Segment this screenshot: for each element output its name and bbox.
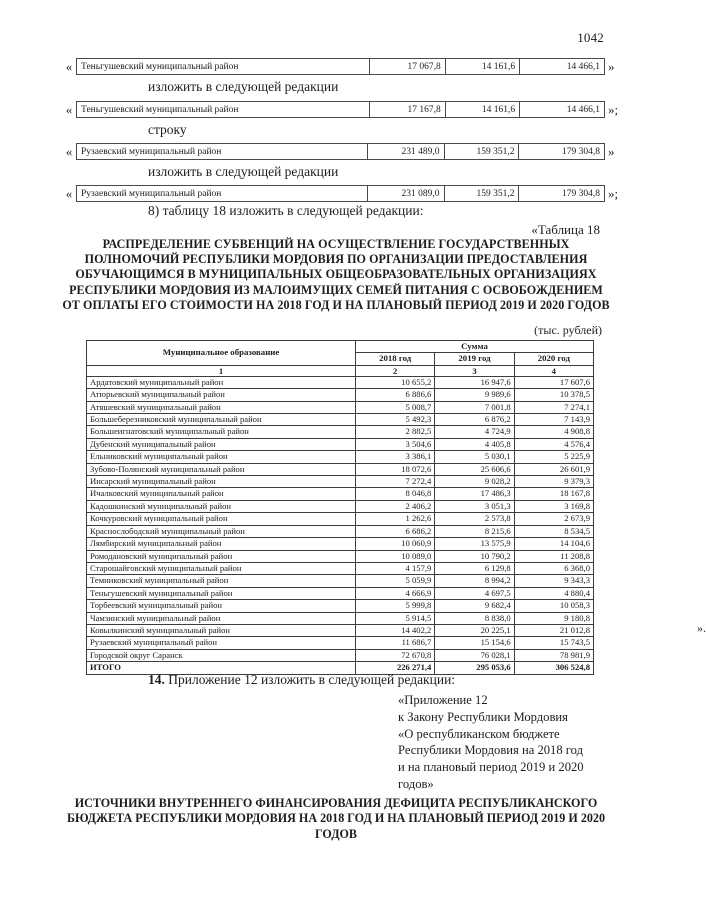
total-value-2018: 226 271,4 [356, 662, 435, 674]
value-2018: 17 067,8 [369, 59, 445, 75]
item-14-paragraph [62, 672, 626, 688]
table-row [87, 438, 594, 450]
value-2020: 21 012,8 [514, 624, 593, 636]
value-2019: 4 405,8 [435, 438, 514, 450]
value-2018: 10 060,9 [356, 538, 435, 550]
municipality-name: Теньгушевский муниципальный район [77, 102, 370, 118]
municipality-name: Зубово-Полянский муниципальный район [87, 463, 356, 475]
value-2020: 18 167,8 [514, 488, 593, 500]
municipality-name: Дубенский муниципальный район [87, 438, 356, 450]
note-restate-1: изложить в следующей редакции [148, 79, 339, 94]
total-value-2019: 295 053,6 [435, 662, 514, 674]
value-2018: 6 886,6 [356, 389, 435, 401]
appendix-line: «Приложение 12 [398, 693, 488, 707]
municipality-name: Краснослободский муниципальный район [87, 525, 356, 537]
value-2020: 179 304,8 [519, 186, 605, 202]
value-2020: 15 743,5 [514, 637, 593, 649]
municipality-name: Старошайговский муниципальный район [87, 562, 356, 574]
lower-document-title: ИСТОЧНИКИ ВНУТРЕННЕГО ФИНАНСИРОВАНИЯ ДЕФИЦИТА РЕСПУБЛИКАНСКОГО БЮДЖЕТА РЕСПУБЛИКИ МОРДОВИЯ НА 2018 ГОД И НА ПЛАНОВЫЙ ПЕРИОД 2019 И 2020 ГОДОВ [66, 796, 606, 841]
municipality-name: Кадошкинский муниципальный район [87, 500, 356, 512]
municipality-name: Ельниковский муниципальный район [87, 451, 356, 463]
municipality-name: Ковылкинский муниципальный район [87, 624, 356, 636]
quote-open: « [65, 58, 73, 74]
amendment-table-4 [76, 185, 605, 202]
note-stroku: строку [148, 122, 187, 137]
value-2020: 7 143,9 [514, 414, 593, 426]
table-row [87, 426, 594, 438]
table-header-row-1 [87, 341, 594, 353]
amendment-row-2 [62, 101, 626, 118]
value-2020: 5 225,9 [514, 451, 593, 463]
table-row [87, 550, 594, 562]
value-2018: 5 492,3 [356, 414, 435, 426]
col-num-1: 1 [87, 365, 356, 376]
item-14-number: 14. [148, 672, 165, 687]
value-2020: 17 607,6 [514, 376, 593, 388]
value-2020: 4 880,4 [514, 587, 593, 599]
value-2020: 8 534,5 [514, 525, 593, 537]
quote-open: « [65, 143, 73, 159]
units-label: (тыс. рублей) [534, 323, 602, 337]
table-row [87, 637, 594, 649]
value-2019: 10 790,2 [435, 550, 514, 562]
total-value-2020: 306 524,8 [514, 662, 593, 674]
value-2020: 6 368,0 [514, 562, 593, 574]
value-2018: 5 008,7 [356, 401, 435, 413]
value-2019: 13 575,9 [435, 538, 514, 550]
municipality-name: Ичалковский муниципальный район [87, 488, 356, 500]
value-2019: 14 161,6 [445, 102, 519, 118]
municipality-name: Инсарский муниципальный район [87, 476, 356, 488]
municipality-name: Атяшевский муниципальный район [87, 401, 356, 413]
municipality-name: Теньгушевский муниципальный район [77, 59, 370, 75]
value-2020: 179 304,8 [519, 144, 605, 160]
municipality-name: Чамзинский муниципальный район [87, 612, 356, 624]
col-num-4: 4 [514, 365, 593, 376]
value-2018: 3 386,1 [356, 451, 435, 463]
value-2019: 3 051,3 [435, 500, 514, 512]
table-row [87, 376, 594, 388]
value-2020: 14 466,1 [520, 102, 605, 118]
table-row [87, 587, 594, 599]
value-2018: 18 072,6 [356, 463, 435, 475]
value-2019: 2 573,8 [435, 513, 514, 525]
value-2018: 11 686,7 [356, 637, 435, 649]
municipality-name: Рузаевский муниципальный район [77, 186, 368, 202]
amendment-row-1 [62, 58, 626, 75]
municipality-name: Теньгушевский муниципальный район [87, 587, 356, 599]
table-row [87, 612, 594, 624]
municipality-name: Торбеевский муниципальный район [87, 600, 356, 612]
quote-close: »; [608, 185, 619, 201]
value-2019: 25 606,6 [435, 463, 514, 475]
quote-close: » [608, 58, 615, 74]
value-2018: 17 167,8 [369, 102, 445, 118]
value-2018: 3 504,6 [356, 438, 435, 450]
table-row [87, 649, 594, 661]
municipality-name: Кочкуровский муниципальный район [87, 513, 356, 525]
value-2018: 231 089,0 [367, 186, 444, 202]
value-2018: 6 686,2 [356, 525, 435, 537]
note-restate-2: изложить в следующей редакции [148, 164, 339, 179]
table-row [87, 575, 594, 587]
table-row [87, 600, 594, 612]
value-2020: 78 981,9 [514, 649, 593, 661]
table-18 [86, 340, 706, 675]
municipality-name: Атюрьевский муниципальный район [87, 389, 356, 401]
value-2020: 4 576,4 [514, 438, 593, 450]
municipality-name: Ардатовский муниципальный район [87, 376, 356, 388]
value-2019: 17 486,3 [435, 488, 514, 500]
value-2018: 14 402,2 [356, 624, 435, 636]
value-2020: 26 601,9 [514, 463, 593, 475]
item-8-paragraph: 8) таблицу 18 изложить в следующей редакции: [148, 203, 424, 218]
amendment-table-1 [76, 58, 605, 75]
page-number: 1042 [577, 30, 604, 45]
municipality-name: Большеигнатовский муниципальный район [87, 426, 356, 438]
municipality-name: Ромодановский муниципальный район [87, 550, 356, 562]
amendment-table-2 [76, 101, 605, 118]
quote-open: « [65, 101, 73, 117]
value-2020: 9 379,3 [514, 476, 593, 488]
value-2020: 7 274,1 [514, 401, 593, 413]
table-row [87, 562, 594, 574]
value-2018: 5 059,9 [356, 575, 435, 587]
table-row [87, 401, 594, 413]
value-2020: 9 343,3 [514, 575, 593, 587]
total-label: ИТОГО [87, 662, 356, 674]
amendment-table-3 [76, 143, 605, 160]
value-2019: 5 030,1 [435, 451, 514, 463]
value-2019: 6 876,2 [435, 414, 514, 426]
table-row [87, 538, 594, 550]
appendix-line: «О республиканском бюджете [398, 726, 560, 741]
value-2019: 4 697,5 [435, 587, 514, 599]
value-2020: 2 673,9 [514, 513, 593, 525]
table-row [87, 513, 594, 525]
value-2019: 159 351,2 [444, 144, 519, 160]
column-numbering-row [87, 365, 594, 376]
table-row [87, 451, 594, 463]
table-row [87, 389, 594, 401]
amendment-row-4 [62, 185, 626, 202]
value-2020: 14 466,1 [520, 59, 605, 75]
col-num-3: 3 [435, 365, 514, 376]
value-2018: 72 670,8 [356, 649, 435, 661]
table-row [87, 488, 594, 500]
value-2019: 6 129,8 [435, 562, 514, 574]
value-2018: 1 262,6 [356, 513, 435, 525]
value-2019: 4 724,9 [435, 426, 514, 438]
value-2019: 8 994,2 [435, 575, 514, 587]
table-tail-quote: ». [697, 621, 706, 635]
value-2020: 14 104,6 [514, 538, 593, 550]
value-2020: 4 908,8 [514, 426, 593, 438]
value-2020: 9 180,8 [514, 612, 593, 624]
value-2019: 15 154,6 [435, 637, 514, 649]
value-2019: 8 215,6 [435, 525, 514, 537]
municipality-name: Темниковский муниципальный район [87, 575, 356, 587]
value-2018: 7 272,4 [356, 476, 435, 488]
value-2019: 9 682,4 [435, 600, 514, 612]
header-sum: Сумма [356, 341, 594, 353]
appendix-line: Республики Мордовия на 2018 год [398, 743, 583, 758]
header-municipality: Муниципальное образование [87, 341, 356, 366]
value-2018: 5 914,5 [356, 612, 435, 624]
appendix-reference [398, 692, 628, 793]
value-2018: 10 655,2 [356, 376, 435, 388]
table-row [77, 102, 605, 118]
value-2019: 20 225,1 [435, 624, 514, 636]
quote-close: » [608, 143, 615, 159]
value-2020: 11 208,8 [514, 550, 593, 562]
value-2019: 9 989,6 [435, 389, 514, 401]
table-caption: «Таблица 18 [531, 222, 600, 237]
table-title: РАСПРЕДЕЛЕНИЕ СУБВЕНЦИЙ НА ОСУЩЕСТВЛЕНИЕ ГОСУДАРСТВЕННЫХ ПОЛНОМОЧИЙ РЕСПУБЛИКИ МОРДОВИЯ ПО ОРГАНИЗАЦИИ ПРЕДОСТАВЛЕНИЯ ОБУЧАЮЩИМСЯ В МУНИЦИПАЛЬНЫХ ОБЩЕОБРАЗОВАТЕЛЬНЫХ ОРГАНИЗАЦИЯХ РЕСПУБЛИКИ МОРДОВИЯ ИЗ МАЛОИМУЩИХ СЕМЕЙ ПИТАНИЯ С ОСВОБОЖДЕНИЕМ ОТ ОПЛАТЫ ЕГО СТОИМОСТИ НА 2018 ГОД И НА ПЛАНОВЫЙ ПЕРИОД 2019 И 2020 ГОДОВ [62, 237, 610, 312]
value-2019: 159 351,2 [444, 186, 519, 202]
value-2020: 10 058,3 [514, 600, 593, 612]
table-row [77, 144, 605, 160]
item-14-text: Приложение 12 изложить в следующей редакции: [168, 672, 456, 687]
table-row [87, 414, 594, 426]
value-2018: 4 157,9 [356, 562, 435, 574]
table-row [77, 59, 605, 75]
value-2019: 7 001,8 [435, 401, 514, 413]
quote-close: »; [608, 101, 619, 117]
col-num-2: 2 [356, 365, 435, 376]
municipality-name: Рузаевский муниципальный район [87, 637, 356, 649]
value-2018: 2 882,5 [356, 426, 435, 438]
table-row [87, 500, 594, 512]
municipality-name: Рузаевский муниципальный район [77, 144, 368, 160]
value-2018: 231 489,0 [367, 144, 444, 160]
municipality-name: Большеберезниковский муниципальный район [87, 414, 356, 426]
subventions-table [86, 340, 594, 675]
value-2018: 5 999,8 [356, 600, 435, 612]
table-row [87, 463, 594, 475]
value-2020: 10 378,5 [514, 389, 593, 401]
table-row [87, 525, 594, 537]
municipality-name: Лямбирский муниципальный район [87, 538, 356, 550]
header-2019: 2019 год [435, 353, 514, 365]
value-2019: 76 028,1 [435, 649, 514, 661]
appendix-line: и на плановый период 2019 и 2020 [398, 760, 584, 775]
table-row [87, 476, 594, 488]
table-row [77, 186, 605, 202]
value-2018: 8 046,8 [356, 488, 435, 500]
quote-open: « [65, 185, 73, 201]
appendix-line: к Закону Республики Мордовия [398, 709, 568, 724]
value-2019: 8 838,0 [435, 612, 514, 624]
value-2018: 2 406,2 [356, 500, 435, 512]
header-2018: 2018 год [356, 353, 435, 365]
value-2018: 4 666,9 [356, 587, 435, 599]
value-2020: 3 169,8 [514, 500, 593, 512]
municipality-name: Городской округ Саранск [87, 649, 356, 661]
table-row [87, 624, 594, 636]
value-2018: 10 089,0 [356, 550, 435, 562]
appendix-line: годов» [398, 776, 434, 791]
value-2019: 14 161,6 [445, 59, 519, 75]
value-2019: 9 028,2 [435, 476, 514, 488]
header-2020: 2020 год [514, 353, 593, 365]
value-2019: 16 947,6 [435, 376, 514, 388]
amendment-row-3 [62, 143, 626, 160]
